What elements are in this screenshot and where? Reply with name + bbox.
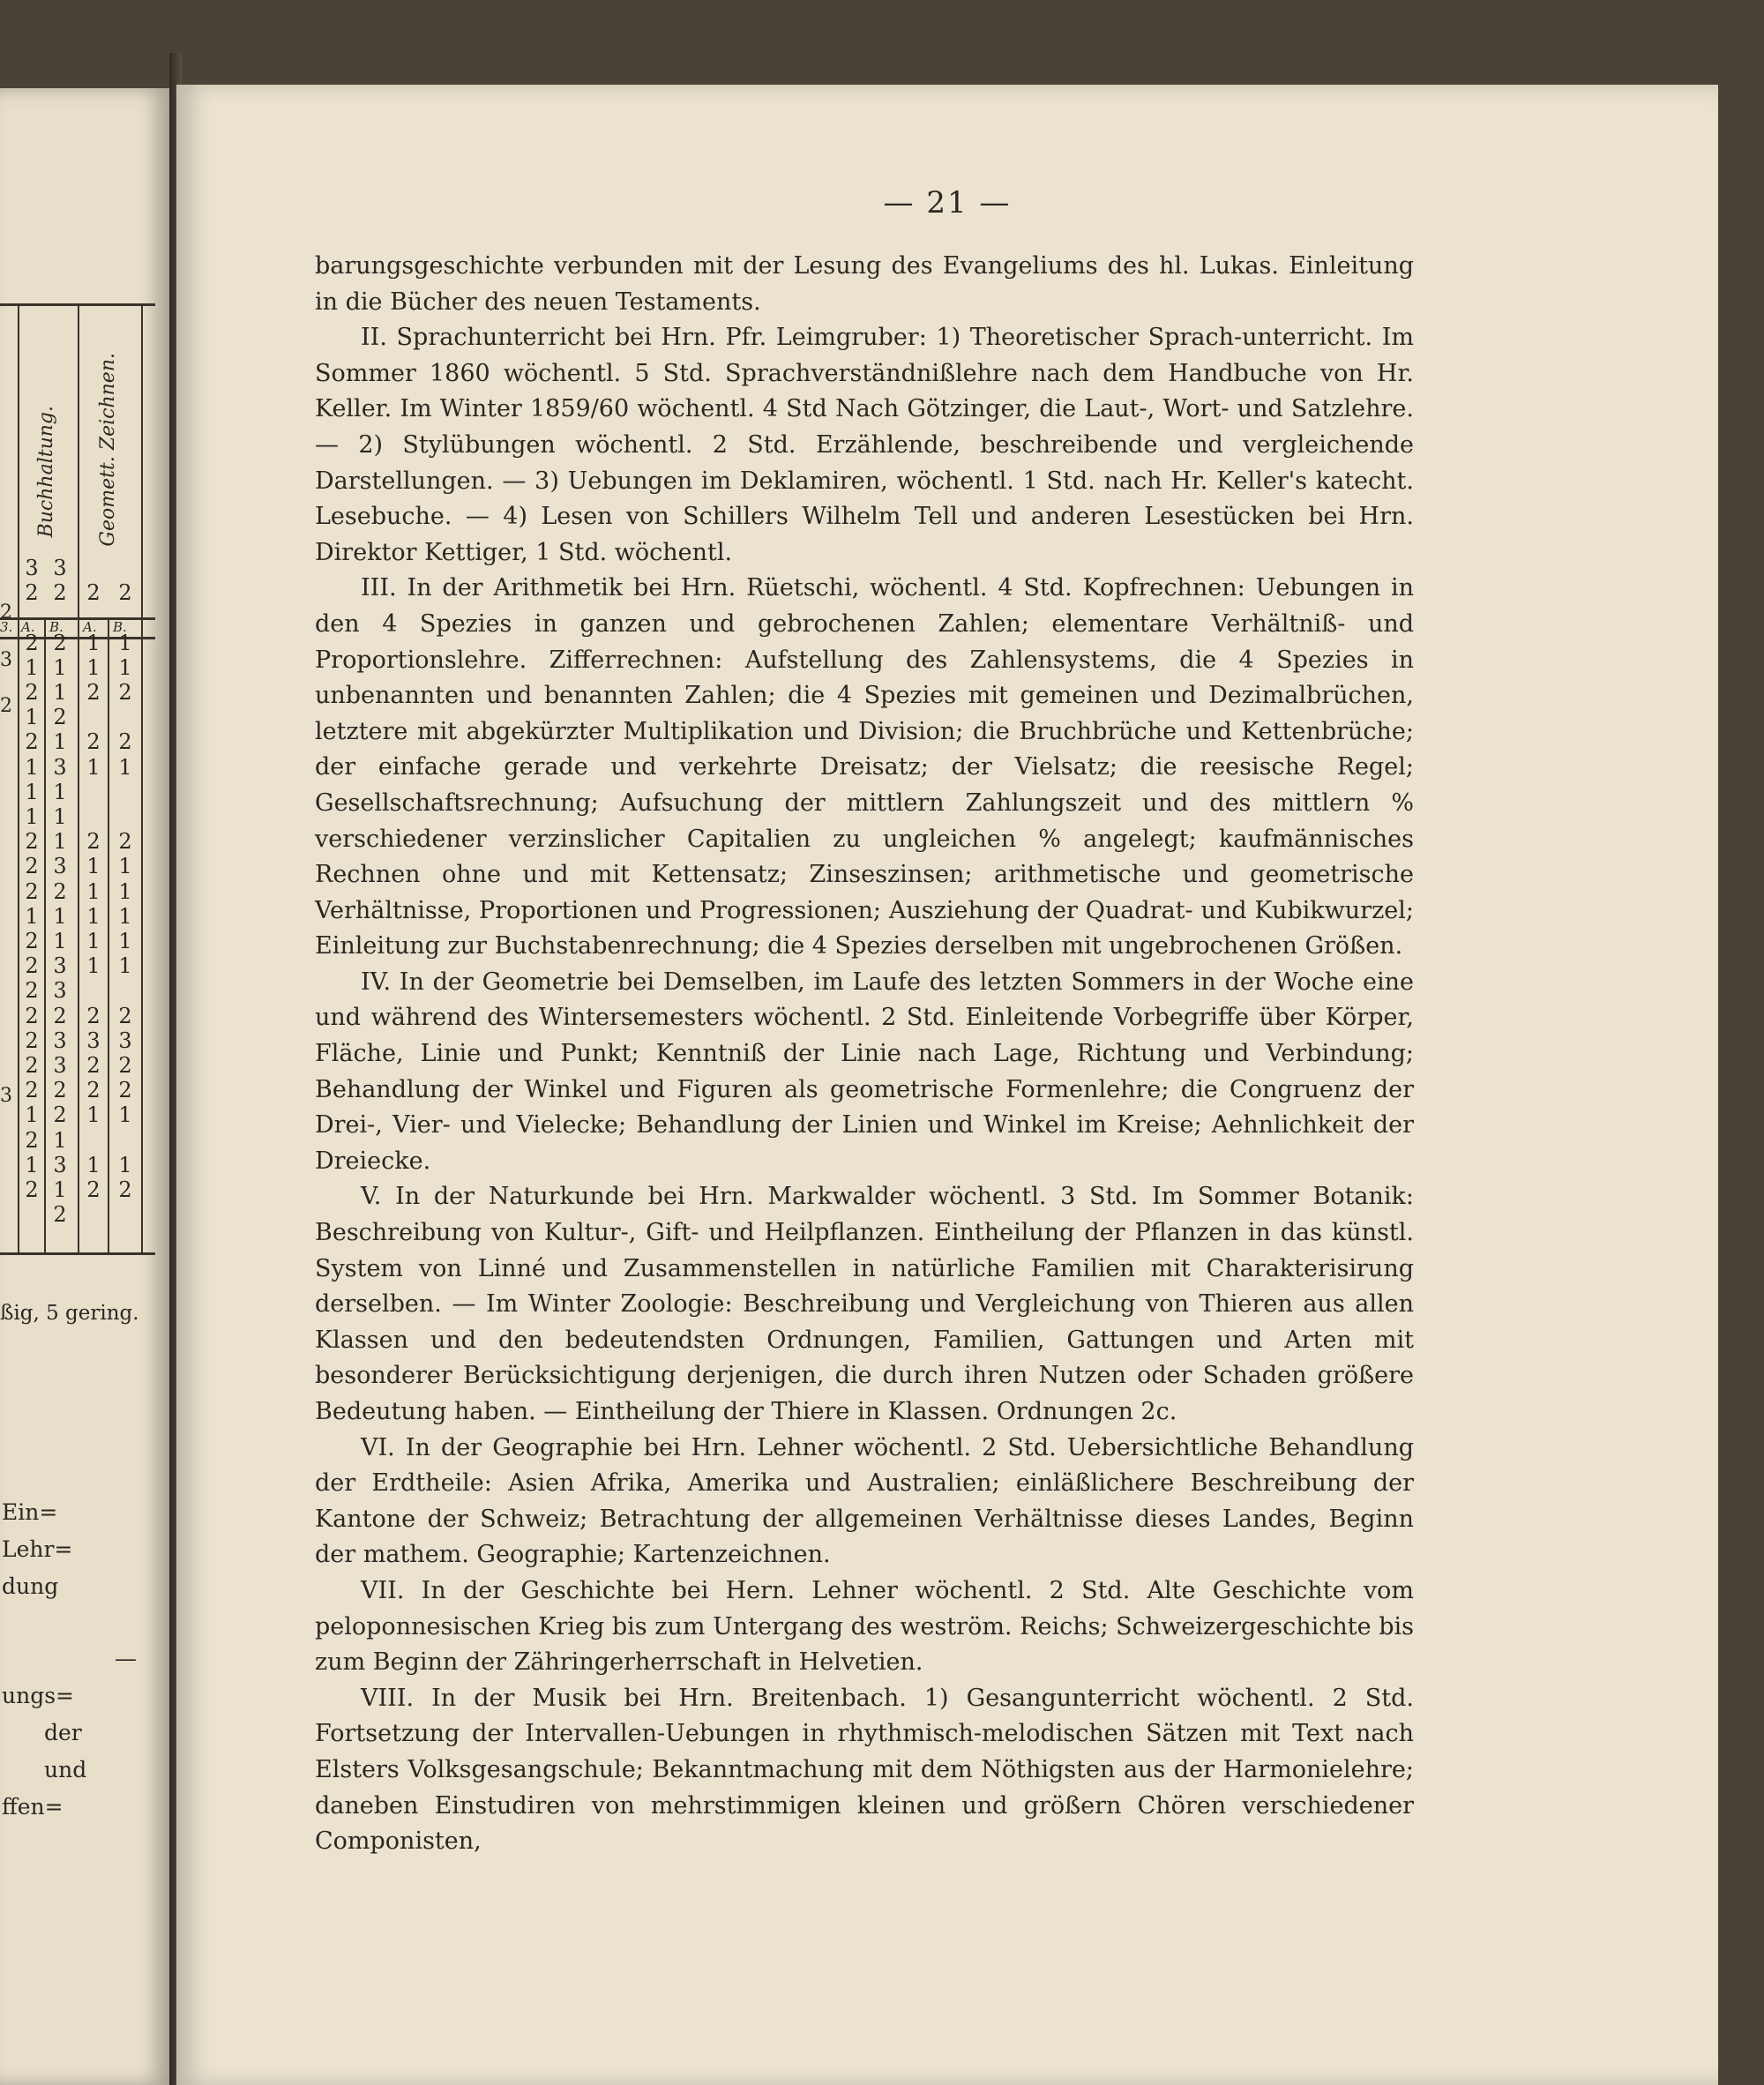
table-cell: 2 (53, 1202, 67, 1228)
table-cell: 3 (53, 556, 67, 580)
table-cell: 1 (118, 654, 132, 680)
paragraph-continuation: barungsgeschichte verbunden mit der Lesung des Evangeliums des hl. Lukas. Einleitung in die Bücher des neuen Testaments. (315, 252, 1414, 316)
table-cell: 1 (118, 903, 132, 929)
table-cell: 2 (25, 580, 39, 606)
table-cell: 1 (86, 878, 101, 904)
table-cell: 2 (25, 729, 39, 755)
table-cell: 1 (86, 929, 101, 954)
table-cell (113, 804, 138, 829)
table-column-divider (44, 617, 46, 1254)
table-cell: 1 (53, 779, 67, 804)
data-column-geometrie-a (81, 556, 106, 1202)
table-cell: 2 (53, 1102, 67, 1128)
text-fragment: ungs= (2, 1683, 74, 1708)
table-cell: 3 (25, 556, 39, 580)
paragraph-geographie: VI. In der Geographie bei Hrn. Lehner wöchentl. 2 Std. Uebersichtliche Behandlung der Erdtheile: Asien Afrika, Amerika und Australien; einläßlichere Beschreibung der Kantone der Schweiz; Betrachtung der allgemeinen Verhältnisse dieses Landes, Beginn der mathem. Geographie; Kartenzeichnen. (315, 1433, 1414, 1569)
table-cell: 2 (25, 829, 39, 855)
table-column-divider (78, 303, 79, 1254)
table-cell: 2 (118, 729, 132, 755)
table-cell: 2 (25, 630, 39, 655)
table-cell: 1 (118, 1102, 132, 1128)
table-cell: 2 (25, 1127, 39, 1153)
column-header-geometrie: Geomett. Zeichnen. (97, 353, 119, 547)
table-cell: 1 (86, 754, 101, 780)
sub-header-a: A. (83, 619, 97, 635)
table-cell: 1 (25, 1152, 39, 1177)
table-cell: 1 (25, 779, 39, 804)
table-cell: 3 (86, 1028, 101, 1053)
paragraph-geschichte: VII. In der Geschichte bei Hern. Lehner wöchentl. 2 Std. Alte Geschichte vom peloponnesischen Krieg bis zum Untergang des weström. Reichs; Schweizergeschichte bis zum Beginn der Zähringerherrschaft in Helvetien. (315, 1576, 1414, 1677)
data-column-buchhaltung-a (19, 556, 44, 1202)
table-cell: 2 (25, 929, 39, 954)
column-header-buchhaltung: Buchhaltung. (35, 406, 57, 538)
table-cell (81, 804, 106, 829)
table-cell: 1 (25, 654, 39, 680)
table-cell (81, 705, 106, 729)
table-cell: 1 (53, 903, 67, 929)
table-cell: 1 (25, 754, 39, 780)
sub-header-partial: 3. (0, 619, 13, 635)
text-fragment: der (44, 1720, 82, 1745)
table-cell: 2 (86, 1177, 101, 1203)
table-cell (81, 605, 106, 630)
table-cell: 2 (25, 1177, 39, 1203)
table-cell (113, 978, 138, 1003)
table-cell: 1 (53, 680, 67, 706)
table-cell: 3 (53, 978, 67, 1004)
table-cell: 3 (53, 854, 67, 879)
table-cell: 2 (53, 705, 67, 730)
table-cell: 1 (25, 804, 39, 830)
table-cell: 1 (53, 1177, 67, 1203)
table-cell: 2 (25, 1003, 39, 1028)
table-cell: 2 (118, 1078, 132, 1103)
paragraph-naturkunde: V. In der Naturkunde bei Hrn. Markwalder wöchentl. 3 Std. Im Sommer Botanik: Beschreibung von Kultur-, Gift- und Heilpflanzen. Eintheilung der Pflanzen in das künstl. System von Linné und Zusammenstellen in natürliche Familien mit Charakterisirung derselben. — Im Winter Zoologie: Beschreibung und Vergleichung von Thieren aus allen Klassen und den bedeutendsten Ordnungen, Familien, Gattungen und Arten mit besonderer Berücksichtigung derjenigen, die durch ihren Nutzen oder Schaden größere Bedeutung haben. — Eintheilung der Thiere in Klassen. Ordnungen 2c. (315, 1183, 1414, 1425)
table-cell: 2 (86, 829, 101, 855)
table-cell: 1 (53, 1127, 67, 1153)
edge-digit: 2 (0, 602, 12, 624)
edge-digit: 2 (0, 695, 12, 717)
table-cell: 3 (53, 754, 67, 780)
table-cell: 2 (25, 953, 39, 979)
table-cell: 2 (118, 680, 132, 706)
table-cell: 2 (86, 580, 101, 606)
table-column-divider (141, 303, 143, 1254)
table-cell: 2 (118, 1177, 132, 1203)
table-cell: 2 (25, 1078, 39, 1103)
table-cell: 1 (53, 654, 67, 680)
table-cell: 1 (118, 878, 132, 904)
table-cell: 1 (86, 953, 101, 979)
edge-digit: 3 (0, 1085, 12, 1107)
text-fragment: Ein= (2, 1499, 58, 1525)
table-cell: 2 (25, 680, 39, 706)
table-cell: 1 (53, 804, 67, 830)
table-cell (48, 605, 72, 630)
table-cell: 2 (118, 1003, 132, 1028)
table-cell: 1 (86, 854, 101, 879)
table-cell: 1 (25, 705, 39, 730)
table-cell: 2 (53, 1078, 67, 1103)
sub-header-b: B. (113, 619, 127, 635)
sub-header-b: B. (49, 619, 64, 635)
table-cell: 1 (25, 1102, 39, 1128)
table-cell: 1 (118, 754, 132, 780)
table-cell: 1 (86, 630, 101, 655)
table-cell: 1 (86, 654, 101, 680)
table-cell: 1 (86, 1152, 101, 1177)
left-page (0, 88, 169, 2085)
table-cell: 1 (118, 630, 132, 655)
text-fragment: und (44, 1757, 87, 1782)
table-cell: 2 (53, 580, 67, 606)
left-page-footnote: ßig, 5 gering. (0, 1302, 139, 1325)
page-body (315, 249, 1414, 1860)
text-fragment: dung (2, 1573, 59, 1599)
table-cell (19, 605, 44, 630)
data-column-geometrie-b (113, 556, 138, 1202)
table-cell: 3 (53, 1028, 67, 1053)
table-cell: 1 (86, 1102, 101, 1128)
table-cell (81, 556, 106, 580)
table-cell: 2 (86, 729, 101, 755)
table-cell (81, 978, 106, 1003)
table-cell: 3 (118, 1028, 132, 1053)
table-cell: 2 (118, 580, 132, 606)
sub-header-a: A. (21, 619, 35, 635)
table-cell: 2 (53, 878, 67, 904)
table-cell: 3 (53, 1152, 67, 1177)
table-cell: 2 (86, 1003, 101, 1028)
table-cell: 2 (118, 1053, 132, 1079)
table-cell: 3 (53, 953, 67, 979)
table-cell: 2 (86, 1078, 101, 1103)
table-cell: 2 (25, 978, 39, 1004)
table-cell (81, 1128, 106, 1153)
table-cell (113, 556, 138, 580)
table-cell: 2 (53, 630, 67, 655)
table-cell: 1 (53, 729, 67, 755)
table-cell: 2 (25, 854, 39, 879)
table-cell: 2 (25, 1053, 39, 1079)
table-cell (113, 1128, 138, 1153)
table-cell: 2 (118, 829, 132, 855)
data-column-buchhaltung-b (48, 556, 72, 1227)
table-cell: 1 (118, 1152, 132, 1177)
table-cell: 2 (25, 1028, 39, 1053)
table-cell: 3 (53, 1053, 67, 1079)
table-cell (113, 605, 138, 630)
paragraph-arithmetik: III. In der Arithmetik bei Hrn. Rüetschi, wöchentl. 4 Std. Kopfrechnen: Uebungen in den 4 Spezies in ganzen und gebrochenen Zahlen; elementare Verhältniß- und Proportionslehre. Zifferrechnen: Aufstellung des Zahlensystems, die 4 Spezies in unbenannten und benannten Zahlen; die 4 Spezies mit gemeinen und Dezimalbrüchen, letztere mit abgekürzter Multiplikation und Division; die Bruchbrüche und Kettenbrüche; der einfache gerade und verkehrte Dreisatz; der Vielsatz; die reesische Regel; Gesellschaftsrechnung; Aufsuchung der mittlern Zahlungszeit und des mittlern % verschiedener verzinslicher Capitalien zu ungleichen % angelegt; kaufmännisches Rechnen ohne und mit Kettensatz; Zinseszinsen; arithmetische und geometrische Verhältnisse, Proportionen und Progressionen; Ausziehung der Quadrat- und Kubikwurzel; Einleitung zur Buchstabenrechnung; die 4 Spezies derselben mit ungebrochenen Größen. (315, 574, 1414, 960)
table-cell (113, 705, 138, 729)
paragraph-musik: VIII. In der Musik bei Hrn. Breitenbach. 1) Gesangunterricht wöchentl. 2 Std. Fortsetzung der Intervallen-Uebungen in rhythmisch-melodischen Sätzen mit Text nach Elsters Volksgesangschule; Bekanntmachung mit dem Nöthigsten aus der Harmonielehre; daneben Einstudiren von mehrstimmigen kleinen und größern Chören verschiedener Componisten, (315, 1684, 1414, 1856)
table-column-divider (108, 617, 109, 1254)
table-cell (113, 780, 138, 804)
table-cell: 1 (118, 929, 132, 954)
table-cell: 1 (118, 953, 132, 979)
edge-digit: 3 (0, 649, 12, 671)
table-cell: 1 (53, 929, 67, 954)
table-cell (81, 780, 106, 804)
table-cell: 1 (86, 903, 101, 929)
text-fragment: Lehr= (2, 1536, 73, 1562)
text-fragment: — (115, 1646, 137, 1671)
page-number: — 21 — (883, 185, 1012, 220)
table-cell: 1 (53, 829, 67, 855)
text-fragment: ffen= (2, 1794, 64, 1820)
table-cell: 1 (118, 854, 132, 879)
table-cell: 2 (86, 680, 101, 706)
table-cell: 1 (25, 903, 39, 929)
table-cell: 2 (25, 878, 39, 904)
table-cell: 2 (53, 1003, 67, 1028)
table-cell: 2 (86, 1053, 101, 1079)
paragraph-geometrie: IV. In der Geometrie bei Demselben, im Laufe des letzten Sommers in der Woche eine und während des Wintersemesters wöchentl. 2 Std. Einleitende Vorbegriffe über Körper, Fläche, Linie und Punkt; Kenntniß der Linie nach Lage, Richtung und Verbindung; Behandlung der Winkel und Figuren als geometrische Formenlehre; die Congruenz der Drei-, Vier- und Vielecke; Behandlung der Linien und Winkel im Kreise; Aehnlichkeit der Dreiecke. (315, 968, 1414, 1175)
paragraph-sprachunterricht: II. Sprachunterricht bei Hrn. Pfr. Leimgruber: 1) Theoretischer Sprach-unterricht. Im Sommer 1860 wöchentl. 5 Std. Sprachverständnißlehre nach dem Handbuche von Hr. Keller. Im Winter 1859/60 wöchentl. 4 Std Nach Götzinger, die Laut-, Wort- und Satzlehre. — 2) Stylübungen wöchentl. 2 Std. Erzählende, beschreibende und vergleichende Darstellungen. — 3) Uebungen im Deklamiren, wöchentl. 1 Std. nach Hr. Keller's katecht. Lesebuche. — 4) Lesen von Schillers Wilhelm Tell und anderen Lesestücken bei Hrn. Direktor Kettiger, 1 Std. wöchentl. (315, 324, 1414, 566)
